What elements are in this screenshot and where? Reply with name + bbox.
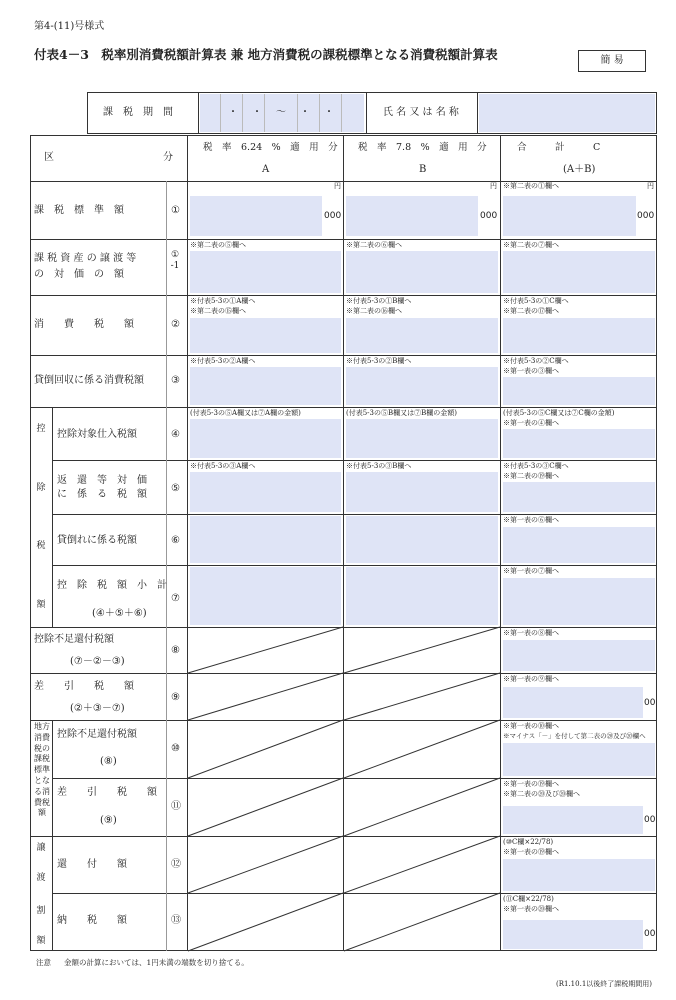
row-divider: [30, 407, 657, 408]
row-divider: [30, 627, 657, 628]
row-9-number: ⑨: [171, 692, 180, 703]
row-2-a-note: ※付表5-3の①A欄へ: [190, 297, 256, 305]
form-title: 付表4－3 税率別消費税額計算表 兼 地方消費税の課税標準となる消費税額計算表: [34, 47, 498, 62]
row-11-c-note-2: ※第二表の⑳及び⑳欄へ: [503, 790, 580, 798]
divider: [477, 92, 478, 134]
row-3-a-input[interactable]: [190, 367, 341, 405]
row-2-c-note-2: ※第二表の⑰欄へ: [503, 307, 559, 315]
row-13-number: ⑬: [171, 915, 181, 926]
row-6-c-input[interactable]: [503, 527, 655, 563]
row-1-c-input[interactable]: [503, 196, 636, 236]
row-8-number: ⑧: [171, 645, 180, 656]
row-divider: [30, 836, 657, 837]
column-c-title: 合 計 C: [517, 142, 601, 153]
simple-badge-text: 簡 易: [600, 55, 624, 66]
row-1b-label-1: 課 税 資 産 の 譲 渡 等: [34, 253, 137, 264]
row-1-a-zeros: 000: [324, 211, 342, 221]
row-divider: [30, 355, 657, 356]
row-2-c-input[interactable]: [503, 318, 655, 353]
row-2-c-note: ※付表5-3の①C欄へ: [503, 297, 569, 305]
row-11-c-zeros: 00: [644, 815, 656, 825]
row-12-c-input[interactable]: [503, 859, 655, 891]
row-divider: [30, 181, 657, 182]
yen-unit: 円: [334, 182, 341, 190]
row-11-number: ⑪: [171, 801, 181, 812]
row-7-label-1: 控 除 税 額 小 計: [57, 580, 167, 591]
row-5-c-note: ※付表5-3の③C欄へ: [503, 462, 569, 470]
deduction-side-char-4: 額: [36, 600, 46, 610]
simple-badge: [578, 50, 646, 72]
row-4-number: ④: [171, 429, 180, 440]
row-7-c-input[interactable]: [503, 578, 655, 625]
local-tax-side-label: 地方消費税の課税標準となる消費税額: [34, 722, 50, 818]
row-divider: [52, 460, 657, 461]
form-number: 第4-(11)号様式: [34, 21, 105, 32]
row-2-a-note-2: ※第二表の⑮欄へ: [190, 307, 246, 315]
row-13-c-input[interactable]: [503, 920, 643, 949]
row-9-c-input[interactable]: [503, 687, 643, 718]
row-2-b-note-2: ※第二表の⑯欄へ: [346, 307, 402, 315]
period-label: 課 税 期 間: [103, 107, 173, 118]
row-11-label-2: (⑨): [100, 815, 117, 826]
row-2-a-input[interactable]: [190, 318, 341, 353]
row-1b-number: ①-1: [170, 250, 180, 271]
row-2-label: 消 費 税 額: [34, 319, 134, 330]
row-6-b-input[interactable]: [346, 516, 498, 563]
transfer-side-char-2: 渡: [36, 873, 46, 883]
row-7-b-input[interactable]: [346, 567, 498, 625]
row-8-c-note: ※第一表の⑧欄へ: [503, 629, 559, 637]
row-3-number: ③: [171, 375, 180, 386]
row-1b-c-note: ※第二表の⑦欄へ: [503, 241, 559, 249]
row-5-a-note: ※付表5-3の③A欄へ: [190, 462, 256, 470]
division-label: 区: [44, 152, 54, 163]
row-2-number: ②: [171, 319, 180, 330]
row-6-number: ⑥: [171, 535, 180, 546]
row-4-label: 控除対象仕入税額: [57, 429, 137, 440]
row-4-b-input[interactable]: [346, 419, 498, 458]
row-2-b-note: ※付表5-3の①B欄へ: [346, 297, 412, 305]
row-1-c-zeros: 000: [637, 211, 655, 221]
row-5-a-input[interactable]: [190, 472, 341, 512]
column-b-letter: B: [419, 164, 427, 175]
divider: [341, 94, 342, 132]
row-3-a-note: ※付表5-3の②A欄へ: [190, 357, 256, 365]
row-10-c-note-2: ※マイナス「－」を付して第二表の⑳及び⑳欄へ: [503, 732, 646, 740]
row-7-label-2: (④＋⑤＋⑥): [92, 608, 147, 619]
row-12-number: ⑫: [171, 859, 181, 870]
row-divider: [52, 893, 657, 894]
row-8-label-2: (⑦－②－③): [70, 656, 125, 667]
row-divider: [30, 720, 657, 721]
row-7-number: ⑦: [171, 593, 180, 604]
row-1-label: 課 税 標 準 額: [34, 205, 124, 216]
column-a-title: 税 率 6.24 % 適 用 分: [203, 142, 338, 153]
footer-note-label: 注意: [36, 958, 51, 967]
row-1b-a-input[interactable]: [190, 251, 341, 293]
row-13-c-zeros: 00: [644, 929, 656, 939]
row-1b-b-input[interactable]: [346, 251, 498, 293]
row-7-c-note: ※第一表の⑦欄へ: [503, 567, 559, 575]
row-divider: [52, 778, 657, 779]
division-label-2: 分: [163, 152, 173, 163]
row-5-number: ⑤: [171, 483, 180, 494]
row-3-label: 貸倒回収に係る消費税額: [34, 375, 144, 386]
row-divider: [30, 673, 657, 674]
row-4-c-input[interactable]: [503, 429, 655, 458]
row-11-c-input[interactable]: [503, 806, 643, 834]
row-9-label-2: (②＋③－⑦): [70, 703, 125, 714]
row-5-label-1: 返 還 等 対 価: [57, 475, 147, 486]
row-1-number: ①: [171, 205, 180, 216]
row-8-label-1: 控除不足還付税額: [34, 634, 114, 645]
column-divider: [187, 135, 188, 951]
row-5-b-note: ※付表5-3の③B欄へ: [346, 462, 412, 470]
transfer-side-char-1: 譲: [36, 843, 46, 853]
row-3-b-note: ※付表5-3の②B欄へ: [346, 357, 412, 365]
row-1b-c-input[interactable]: [503, 251, 655, 293]
row-6-c-note: ※第一表の⑥欄へ: [503, 516, 559, 524]
divider: [198, 92, 199, 134]
row-5-label-2: に 係 る 税 額: [57, 489, 147, 500]
row-3-c-input[interactable]: [503, 377, 655, 405]
row-1-c-note: ※第二表の①欄へ: [503, 182, 559, 190]
row-5-c-input[interactable]: [503, 482, 655, 512]
footer-note-text: 金額の計算においては、1円未満の端数を切り捨てる。: [64, 958, 249, 967]
period-value: ・ ・ ～ ・ ・: [228, 107, 336, 118]
deduction-side-char-2: 除: [36, 483, 46, 493]
transfer-side-char-3: 割: [36, 906, 46, 916]
row-divider: [52, 565, 657, 566]
row-2-b-input[interactable]: [346, 318, 498, 353]
column-divider: [343, 135, 344, 951]
row-10-label-1: 控除不足還付税額: [57, 729, 137, 740]
row-13-c-note: (⑪C欄×22/78): [503, 895, 554, 903]
row-13-label: 納 税 額: [57, 915, 127, 926]
row-12-label: 還 付 額: [57, 859, 127, 870]
row-13-c-note-2: ※第一表の⑳欄へ: [503, 905, 559, 913]
row-4-c-note-2: ※第一表の④欄へ: [503, 419, 559, 427]
row-9-label-1: 差 引 税 額: [34, 681, 134, 692]
divider: [220, 94, 221, 132]
row-10-c-note: ※第一表の⑩欄へ: [503, 722, 559, 730]
yen-unit: 円: [490, 182, 497, 190]
number-column-divider: [166, 181, 167, 951]
row-5-c-note-2: ※第二表の⑲欄へ: [503, 472, 559, 480]
name-label: 氏 名 又 は 名 称: [383, 107, 459, 118]
row-4-c-note: (付表5-3の⑤C欄又は⑦C欄の金額): [503, 409, 615, 417]
divider: [366, 92, 367, 134]
row-6-a-input[interactable]: [190, 516, 341, 563]
column-a-letter: A: [262, 164, 270, 175]
row-11-c-note: ※第一表の⑲欄へ: [503, 780, 559, 788]
row-divider: [52, 514, 657, 515]
row-10-c-input[interactable]: [503, 743, 655, 776]
side-divider: [52, 720, 53, 951]
side-divider: [52, 407, 53, 627]
row-3-b-input[interactable]: [346, 367, 498, 405]
row-3-c-note-2: ※第一表の③欄へ: [503, 367, 559, 375]
row-1b-b-note: ※第二表の⑥欄へ: [346, 241, 402, 249]
footer-version: (R1.10.1以後終了課税期間用): [556, 980, 652, 988]
row-1-a-input[interactable]: [190, 196, 322, 236]
row-4-a-note: (付表5-3の⑤A欄又は⑦A欄の金額): [190, 409, 301, 417]
row-7-a-input[interactable]: [190, 567, 341, 625]
row-1-b-zeros: 000: [480, 211, 498, 221]
row-3-c-note: ※付表5-3の②C欄へ: [503, 357, 569, 365]
row-12-c-note-2: ※第一表の⑲欄へ: [503, 848, 559, 856]
row-1-b-input[interactable]: [346, 196, 478, 236]
row-4-a-input[interactable]: [190, 419, 341, 458]
deduction-side-char-3: 税: [36, 541, 46, 551]
row-divider: [30, 295, 657, 296]
row-10-label-2: (⑧): [100, 756, 117, 767]
row-11-label-1: 差 引 税 額: [57, 787, 157, 798]
row-10-number: ⑩: [171, 743, 180, 754]
row-5-b-input[interactable]: [346, 472, 498, 512]
column-divider: [500, 135, 501, 951]
row-8-c-input[interactable]: [503, 640, 655, 671]
row-9-c-note: ※第一表の⑨欄へ: [503, 675, 559, 683]
row-12-c-note: (⑩C欄×22/78): [503, 838, 554, 846]
name-input[interactable]: [479, 94, 655, 132]
column-c-sub: (A＋B): [563, 164, 596, 175]
row-1b-a-note: ※第二表の⑤欄へ: [190, 241, 246, 249]
row-4-b-note: (付表5-3の⑤B欄又は⑦B欄の金額): [346, 409, 458, 417]
row-1b-label-2: の 対 価 の 額: [34, 269, 124, 280]
transfer-side-char-4: 額: [36, 936, 46, 946]
row-divider: [30, 239, 657, 240]
row-6-label: 貸倒れに係る税額: [57, 535, 137, 546]
column-b-title: 税 率 7.8 % 適 用 分: [358, 142, 487, 153]
deduction-side-char-1: 控: [36, 424, 46, 434]
row-9-c-zeros: 00: [644, 698, 656, 708]
yen-unit: 円: [647, 182, 654, 190]
